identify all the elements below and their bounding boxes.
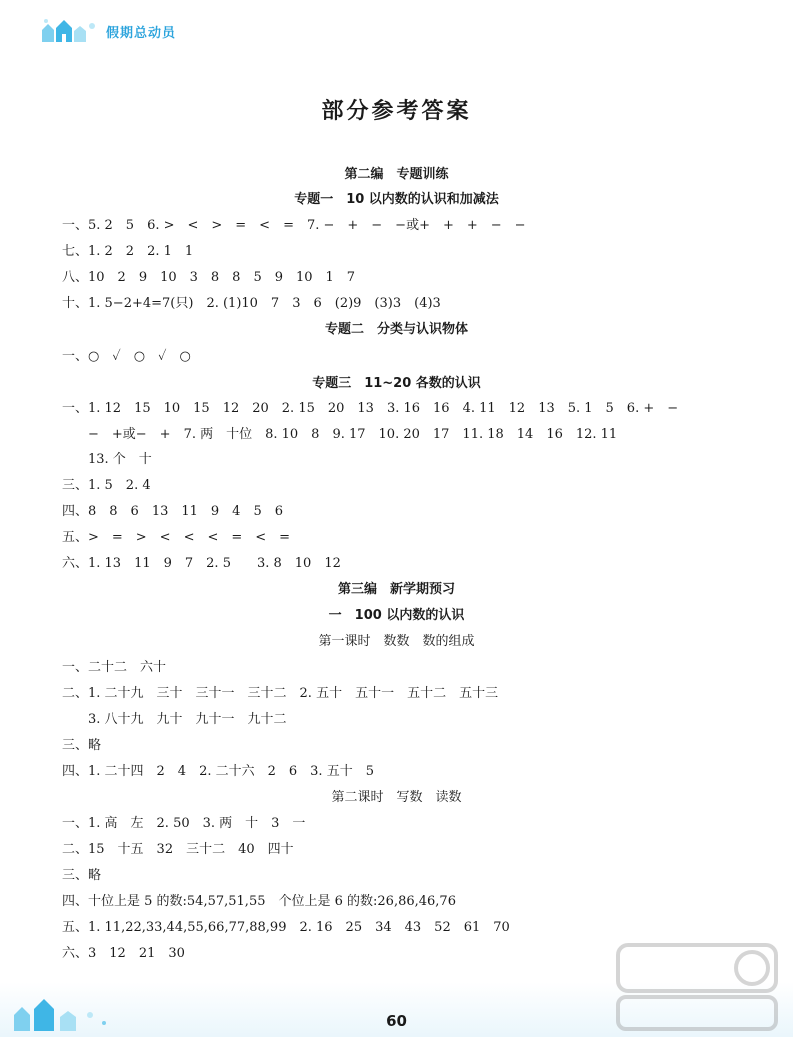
answer-line: 四、1. 二十四 2 4 2. 二十六 2 6 3. 五十 5 <box>62 764 374 779</box>
house-logo-icon <box>38 18 98 44</box>
answer-line: 六、1. 13 11 9 7 2. 5 3. 8 10 12 <box>62 556 341 571</box>
answer-line: 三、略 <box>62 738 102 753</box>
answer-line: 三、略 <box>62 868 102 883</box>
section-heading: 第一课时 数数 数的组成 <box>318 634 475 649</box>
answer-line: 七、1. 2 2 2. 1 1 <box>62 244 194 259</box>
page-number: 60 <box>386 1012 407 1030</box>
answer-line: 五、> = > < < < = < = <box>62 530 291 545</box>
section-heading: 第二课时 写数 读数 <box>331 790 462 805</box>
section-heading: 一 100 以内数的认识 <box>328 608 465 623</box>
header-title: 假期总动员 <box>106 26 177 41</box>
page-title: 部分参考答案 <box>321 98 472 124</box>
section-heading: 专题一 10 以内数的认识和加减法 <box>294 192 499 207</box>
section-heading: 专题二 分类与认识物体 <box>324 322 468 337</box>
answer-line: 六、3 12 21 30 <box>62 946 185 961</box>
answer-line: 一、○ ✓ ○ ✓ ○ <box>62 349 191 364</box>
answer-line: 三、1. 5 2. 4 <box>62 478 151 493</box>
section-heading: 第二编 专题训练 <box>344 167 449 182</box>
answer-line: 一、二十二 六十 <box>62 660 167 675</box>
answer-line: − +或− + 7. 两 十位 8. 10 8 9. 17 10. 20 17 11. 18 14 16 12. 11 <box>62 427 618 442</box>
watermark-icon <box>612 935 782 1035</box>
answer-line: 八、10 2 9 10 3 8 8 5 9 10 1 7 <box>62 270 356 285</box>
answer-line: 3. 八十九 九十 九十一 九十二 <box>62 712 287 727</box>
section-heading: 专题三 11~20 各数的认识 <box>312 376 481 391</box>
answer-line: 二、1. 二十九 三十 三十一 三十二 2. 五十 五十一 五十二 五十三 <box>62 686 499 701</box>
answer-line: 一、1. 12 15 10 15 12 20 2. 15 20 13 3. 16 16 4. 11 12 13 5. 1 5 6. + − <box>62 401 679 416</box>
answer-line: 四、8 8 6 13 11 9 4 5 6 <box>62 504 283 519</box>
answer-line: 一、5. 2 5 6. > < > = < = 7. − + − −或+ + + − − <box>62 218 526 233</box>
section-heading: 第三编 新学期预习 <box>337 582 455 597</box>
answer-line: 一、1. 高 左 2. 50 3. 两 十 3 一 <box>62 816 306 831</box>
answer-line: 二、15 十五 32 三十二 40 四十 <box>62 842 294 857</box>
answer-line: 四、十位上是 5 的数:54,57,51,55 个位上是 6 的数:26,86,46,76 <box>62 894 456 909</box>
answer-line: 13. 个 十 <box>62 452 152 467</box>
answer-line: 十、1. 5−2+4=7(只) 2. (1)10 7 3 6 (2)9 (3)3 (4)3 <box>62 296 441 311</box>
answer-line: 五、1. 11,22,33,44,55,66,77,88,99 2. 16 25 34 43 52 61 70 <box>62 920 510 935</box>
